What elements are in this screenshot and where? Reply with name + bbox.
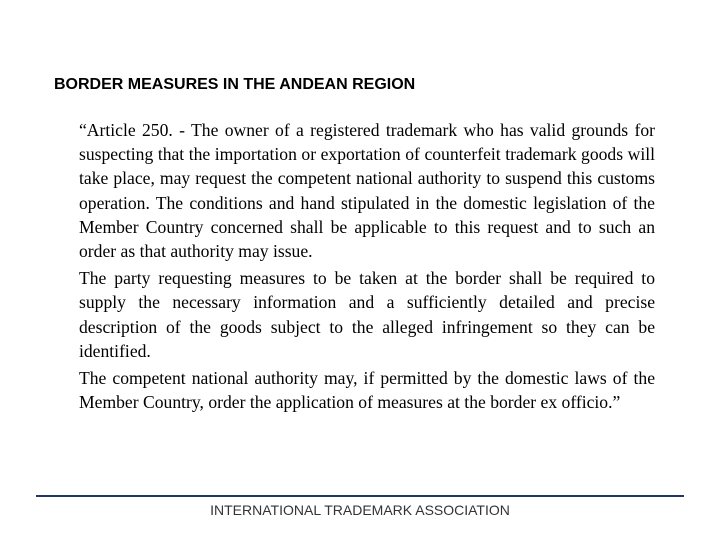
footer-organization: INTERNATIONAL TRADEMARK ASSOCIATION xyxy=(210,502,510,518)
paragraph-ex-officio: The competent national authority may, if permitted by the domestic laws of the Member Country, order the application of measures at the border ex officio.” xyxy=(79,368,655,413)
slide-title: BORDER MEASURES IN THE ANDEAN REGION xyxy=(54,76,416,93)
footer-divider xyxy=(36,495,684,497)
paragraph-article-250 xyxy=(79,118,655,263)
paragraph-1-text: - The owner of a registered trademark who has valid grounds for suspecting that the importation or exportation of counterfeit trademark goods will take place, may request the competent national authority to suspend this customs operation. The conditions and hand stipulated in the domestic legislation of the Member Country concerned shall be applicable to this request and to such an order as that authority may issue. xyxy=(79,120,655,262)
article-quote xyxy=(79,118,655,417)
paragraph-border-request: The party requesting measures to be taken at the border shall be required to supply the necessary information and a sufficiently detailed and precise description of the goods subject to the alleged infringement so they can be identified. xyxy=(79,268,655,361)
article-reference: “Article 250. xyxy=(79,120,173,140)
